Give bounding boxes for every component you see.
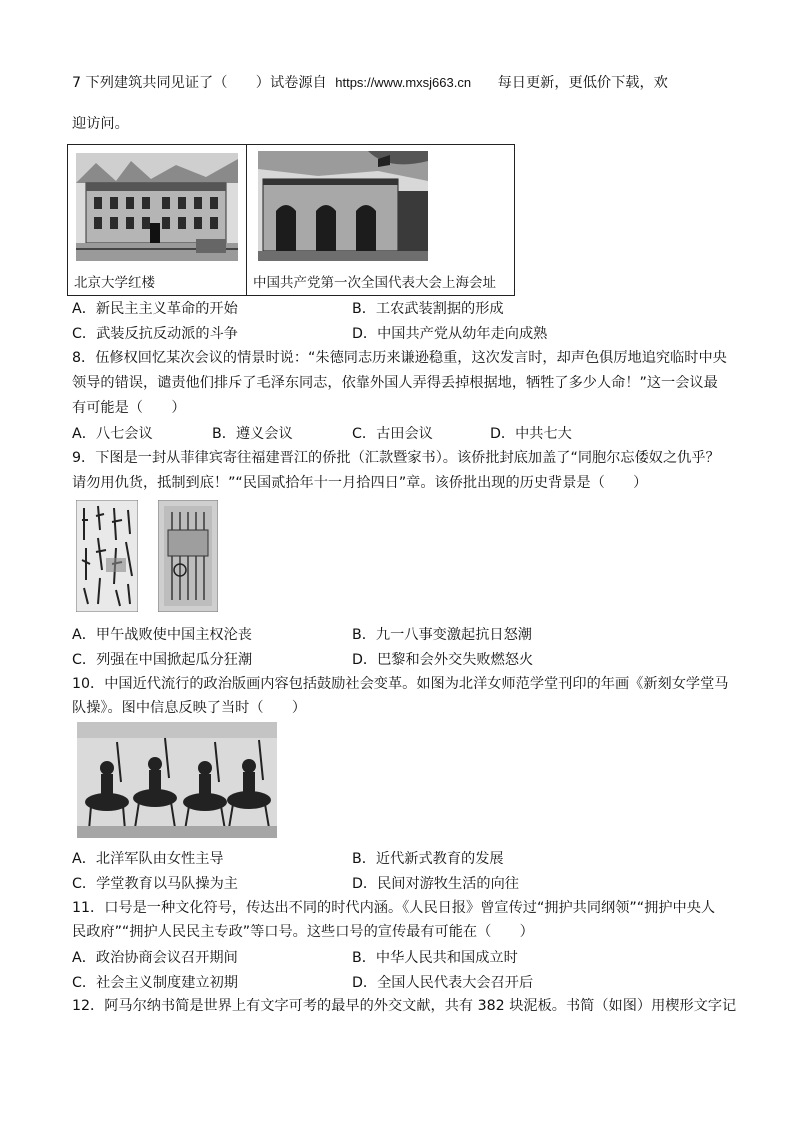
q7-image-table <box>67 144 515 296</box>
q8-stem-line3: 有可能是（ ） <box>72 400 186 416</box>
q7-stem-line1 <box>72 73 668 93</box>
q11-option-a[interactable]: A．政治协商会议召开期间 <box>72 950 238 966</box>
q10-options-row2 <box>72 873 732 893</box>
q9-option-b[interactable]: B．九一八事变激起抗日怒潮 <box>352 627 532 643</box>
q7-image-cell-left <box>68 145 247 295</box>
q8-option-c[interactable]: C．古田会议 <box>352 426 433 442</box>
q7-option-a[interactable]: A．新民主主义革命的开始 <box>72 301 238 317</box>
q7-option-d[interactable]: D．中国共产党从幼年走向成熟 <box>352 326 548 342</box>
q9-options-row2 <box>72 649 732 669</box>
q8-options-row <box>72 423 732 443</box>
q7-options-row1 <box>72 298 732 318</box>
q7-option-c[interactable]: C．武装反抗反动派的斗争 <box>72 326 238 342</box>
q8-option-b[interactable]: B．遵义会议 <box>212 426 293 442</box>
q9-options-row1 <box>72 624 732 644</box>
q8-stem-line2: 领导的错误，谴责他们排斥了毛泽东同志，依靠外国人弄得丢掉根据地，牺牲了多少人命！”这一会议最 <box>72 375 718 391</box>
q7-image-cell-right <box>247 145 514 295</box>
q7-options-row2 <box>72 323 732 343</box>
q7-stem-ad-text: 每日更新，更低价下载，欢 <box>497 75 668 91</box>
source-url-link[interactable]: https://www.mxsj663.cn <box>335 75 472 90</box>
q10-stem-line2: 队操》。图中信息反映了当时（ ） <box>72 700 307 716</box>
q10-option-c[interactable]: C．学堂教育以马队操为主 <box>72 876 238 892</box>
q9-option-c[interactable]: C．列强在中国掀起瓜分狂潮 <box>72 652 253 668</box>
q7-caption-right: 中国共产党第一次全国代表大会上海会址 <box>253 275 496 291</box>
q11-option-d[interactable]: D．全国人民代表大会召开后 <box>352 975 534 991</box>
q11-option-b[interactable]: B．中华人民共和国成立时 <box>352 950 518 966</box>
q9-stem-line2: 请勿用仇货，抵制到底！”“民国贰拾年十一月拾四日”章。该侨批出现的历史背景是（ ） <box>72 475 648 491</box>
q9-option-a[interactable]: A．甲午战败使中国主权沦丧 <box>72 627 252 643</box>
q11-stem-line2: 民政府”“拥护人民民主专政”等口号。这些口号的宣传最有可能在（ ） <box>72 924 534 940</box>
first-cpc-congress-site-photo <box>258 151 428 261</box>
q11-options-row2 <box>72 972 732 992</box>
q8-stem-line1: 8．伍修权回忆某次会议的情景时说：“朱德同志历来谦逊稳重，这次发言时，却声色俱厉地追究临时中央 <box>72 350 727 366</box>
q11-option-c[interactable]: C．社会主义制度建立初期 <box>72 975 238 991</box>
q8-option-a[interactable]: A．八七会议 <box>72 426 153 442</box>
new-year-print-cavalry-drill-image <box>77 722 277 838</box>
q11-options-row1 <box>72 947 732 967</box>
q7-option-b[interactable]: B．工农武装割据的形成 <box>352 301 504 317</box>
q8-option-d[interactable]: D．中共七大 <box>490 426 572 442</box>
peking-university-red-building-photo <box>76 153 238 261</box>
q9-stem-line1: 9．下图是一封从菲律宾寄往福建晋江的侨批（汇款暨家书）。该侨批封底加盖了“同胞尔忘倭奴之仇乎？ <box>72 450 720 466</box>
q9-option-d[interactable]: D．巴黎和会外交失败燃怒火 <box>352 652 534 668</box>
q10-options-row1 <box>72 848 732 868</box>
q7-caption-left: 北京大学红楼 <box>74 275 155 291</box>
q10-stem-line1: 10．中国近代流行的政治版画内容包括鼓励社会变革。如图为北洋女师范学堂刊印的年画《新刻女学堂马 <box>72 676 729 692</box>
overseas-remittance-letter-back-image <box>158 500 218 612</box>
q10-option-d[interactable]: D．民间对游牧生活的向往 <box>352 876 519 892</box>
q10-option-a[interactable]: A．北洋军队由女性主导 <box>72 851 224 867</box>
overseas-remittance-letter-front-image <box>76 500 138 612</box>
q12-stem-line1: 12．阿马尔纳书简是世界上有文字可考的最早的外交文献，共有 382 块泥板。书简（如图）用楔形文字记 <box>72 998 737 1014</box>
q7-stem-text: 7 下列建筑共同见证了（ ）试卷源自 <box>72 75 327 91</box>
q7-stem-line2: 迎访问。 <box>72 116 129 132</box>
q10-option-b[interactable]: B．近代新式教育的发展 <box>352 851 504 867</box>
q11-stem-line1: 11．口号是一种文化符号，传达出不同的时代内涵。《人民日报》曾宣传过“拥护共同纲领”“拥护中央人 <box>72 900 716 916</box>
